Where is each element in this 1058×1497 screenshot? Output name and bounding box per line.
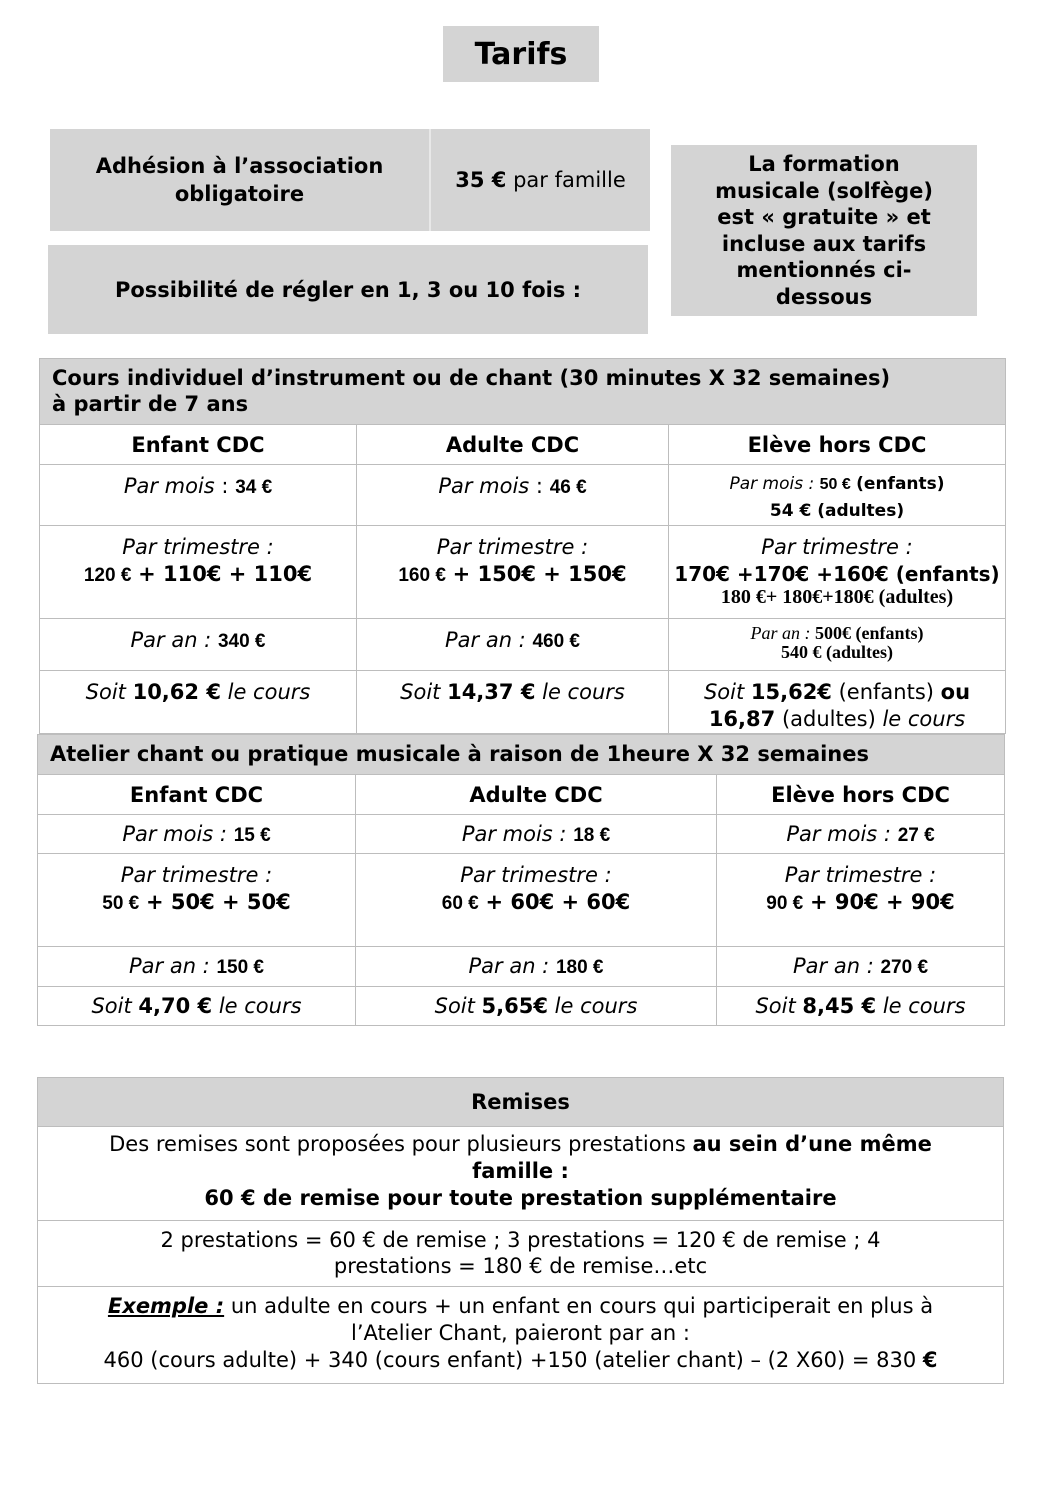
an-label: Par an : bbox=[444, 628, 526, 652]
mois-value: 27 € bbox=[897, 824, 935, 846]
atelier-soit-enfant bbox=[38, 987, 356, 1026]
soit-value: 10,62 € bbox=[132, 680, 221, 704]
mois-value: 46 € bbox=[549, 477, 587, 498]
adhesion-price-value: 35 € bbox=[455, 168, 507, 192]
atelier-soit-adulte bbox=[356, 987, 717, 1026]
formation-line: musicale (solfège) bbox=[715, 178, 933, 203]
remises-detail-line2: prestations = 180 € de remise…etc bbox=[333, 1254, 708, 1278]
individuel-header bbox=[40, 359, 1006, 425]
individuel-trimestre-enfant bbox=[40, 526, 357, 619]
soit-value: 8,45 € bbox=[802, 994, 877, 1018]
soit-label: Soit bbox=[400, 680, 441, 704]
atelier-soit-row bbox=[38, 987, 1005, 1026]
atelier-an-enfant bbox=[38, 947, 356, 987]
an-label: Par an : bbox=[130, 628, 212, 652]
soit-label: Soit bbox=[85, 680, 126, 704]
soit-enfants: (enfants) bbox=[838, 680, 934, 704]
remises-intro-row bbox=[38, 1127, 1004, 1221]
mois-enfants: (enfants) bbox=[856, 474, 945, 494]
individuel-columns-row bbox=[40, 425, 1006, 465]
mois-label: Par mois : bbox=[729, 474, 815, 494]
trimestre-label: Par trimestre : bbox=[460, 863, 612, 887]
mois-label: Par mois bbox=[123, 474, 215, 498]
atelier-trimestre-row bbox=[38, 854, 1005, 947]
atelier-soit-hors bbox=[717, 987, 1005, 1026]
individuel-trimestre-hors bbox=[669, 526, 1006, 619]
le-cours-label: le cours bbox=[227, 680, 311, 704]
exemple-euro: € bbox=[922, 1348, 938, 1372]
exemple-line3: 460 (cours adulte) + 340 (cours enfant) +150 (atelier chant) – (2 X60) = 830 bbox=[103, 1348, 917, 1372]
formation-line: mentionnés ci- bbox=[736, 258, 912, 282]
page-title: Tarifs bbox=[443, 26, 599, 82]
remises-table bbox=[37, 1077, 1004, 1384]
atelier-mois-row bbox=[38, 815, 1005, 854]
atelier-an-row bbox=[38, 947, 1005, 987]
atelier-trimestre-enfant bbox=[38, 854, 356, 947]
exemple-label: Exemple : bbox=[107, 1294, 225, 1318]
trimestre-label: Par trimestre : bbox=[436, 535, 589, 559]
individuel-mois-row bbox=[40, 465, 1006, 526]
trimestre-rest: + 150€ + 150€ bbox=[452, 562, 627, 586]
atelier-mois-adulte bbox=[356, 815, 717, 854]
adhesion-label bbox=[50, 129, 431, 231]
remises-header-row bbox=[38, 1078, 1004, 1127]
soit-value: 4,70 € bbox=[138, 994, 213, 1018]
reglement-box: Possibilité de régler en 1, 3 ou 10 fois : bbox=[48, 245, 648, 334]
remises-exemple-row bbox=[38, 1287, 1004, 1384]
soit-label: Soit bbox=[91, 994, 132, 1018]
soit-label: Soit bbox=[703, 680, 745, 704]
an-label: Par an : bbox=[128, 954, 210, 978]
column-header-enfant: Enfant CDC bbox=[40, 425, 357, 465]
individuel-header-line1: Cours individuel d’instrument ou de chant (30 minutes X 32 semaines) bbox=[52, 366, 891, 390]
individuel-header-line2: à partir de 7 ans bbox=[52, 392, 249, 416]
remises-header: Remises bbox=[38, 1078, 1004, 1127]
trimestre-label: Par trimestre : bbox=[784, 863, 937, 887]
remises-intro-bold: au sein d’une même famille : bbox=[472, 1132, 932, 1183]
an-value: 150 € bbox=[216, 957, 264, 978]
atelier-mois-enfant bbox=[38, 815, 356, 854]
exemple-text: un adulte en cours + un enfant en cours qui participerait en plus à bbox=[230, 1294, 934, 1318]
atelier-header: Atelier chant ou pratique musicale à raison de 1heure X 32 semaines bbox=[38, 735, 1005, 775]
trimestre-label: Par trimestre : bbox=[761, 535, 913, 559]
individuel-soit-hors bbox=[669, 671, 1006, 734]
an-hors-adultes: 540 € (adultes) bbox=[781, 642, 893, 662]
le-cours-label: le cours bbox=[554, 994, 638, 1018]
atelier-trimestre-hors bbox=[717, 854, 1005, 947]
soit-value: 16,87 bbox=[708, 707, 776, 731]
column-header-enfant: Enfant CDC bbox=[38, 775, 356, 815]
individuel-mois-enfant: Par mois : 34 € bbox=[40, 465, 357, 526]
individuel-an-enfant bbox=[40, 619, 357, 671]
trimestre-first: 60 € bbox=[441, 893, 479, 914]
soit-label: Soit bbox=[755, 994, 796, 1018]
adhesion-box bbox=[50, 129, 650, 231]
mois-label: Par mois : bbox=[122, 821, 227, 846]
trimestre-hors-adultes: 180 €+ 180€+180€ (adultes) bbox=[720, 586, 954, 608]
soit-adultes: (adultes) bbox=[781, 707, 876, 731]
atelier-trimestre-adulte bbox=[356, 854, 717, 947]
mois-label: Par mois : bbox=[461, 821, 567, 846]
formation-line: est « gratuite » et bbox=[717, 205, 931, 229]
remises-detail-row bbox=[38, 1221, 1004, 1287]
adhesion-price bbox=[431, 129, 650, 231]
adhesion-label-line2: obligatoire bbox=[174, 182, 305, 206]
le-cours-label: le cours bbox=[882, 994, 966, 1018]
soit-ou: ou bbox=[940, 680, 971, 704]
individuel-trimestre-adulte bbox=[357, 526, 669, 619]
remises-exemple bbox=[38, 1287, 1004, 1384]
soit-value: 14,37 € bbox=[447, 680, 536, 704]
individuel-an-adulte bbox=[357, 619, 669, 671]
individuel-mois-adulte: Par mois : 46 € bbox=[357, 465, 669, 526]
column-header-hors: Elève hors CDC bbox=[669, 425, 1006, 465]
individuel-soit-enfant bbox=[40, 671, 357, 734]
individuel-an-row bbox=[40, 619, 1006, 671]
atelier-table bbox=[37, 734, 1005, 1026]
trimestre-first: 160 € bbox=[398, 565, 446, 586]
trimestre-rest: + 60€ + 60€ bbox=[485, 890, 631, 914]
formation-box bbox=[671, 145, 977, 316]
individuel-soit-adulte bbox=[357, 671, 669, 734]
column-header-adulte: Adulte CDC bbox=[357, 425, 669, 465]
an-label: Par an : bbox=[468, 954, 550, 978]
le-cours-label: le cours bbox=[882, 707, 966, 731]
trimestre-rest: + 50€ + 50€ bbox=[145, 890, 291, 914]
trimestre-label: Par trimestre : bbox=[122, 535, 274, 559]
le-cours-label: le cours bbox=[542, 680, 625, 704]
individuel-table bbox=[39, 358, 1006, 734]
mois-label: Par mois bbox=[438, 474, 530, 498]
adhesion-price-suffix: par famille bbox=[513, 168, 626, 192]
adhesion-label-line1: Adhésion à l’association bbox=[95, 154, 384, 178]
individuel-trimestre-row bbox=[40, 526, 1006, 619]
an-hors-enfants: 500€ (enfants) bbox=[815, 623, 924, 643]
mois-label: Par mois : bbox=[786, 821, 891, 846]
remises-detail bbox=[38, 1221, 1004, 1287]
atelier-an-hors bbox=[717, 947, 1005, 987]
atelier-an-adulte bbox=[356, 947, 717, 987]
atelier-header-row bbox=[38, 735, 1005, 775]
atelier-mois-hors bbox=[717, 815, 1005, 854]
trimestre-first: 90 € bbox=[766, 893, 804, 914]
an-label: Par an : bbox=[750, 623, 811, 643]
individuel-mois-hors bbox=[669, 465, 1006, 526]
remises-intro-line3: 60 € de remise pour toute prestation supplémentaire bbox=[204, 1186, 837, 1210]
mois-adultes: 54 € (adultes) bbox=[769, 501, 905, 521]
an-label: Par an : bbox=[793, 954, 874, 978]
individuel-soit-row bbox=[40, 671, 1006, 734]
soit-value: 15,62€ bbox=[750, 680, 832, 704]
trimestre-rest: + 90€ + 90€ bbox=[809, 890, 955, 914]
mois-value: 15 € bbox=[233, 824, 271, 846]
formation-line: La formation bbox=[748, 152, 900, 176]
an-value: 340 € bbox=[217, 631, 266, 652]
individuel-header-row bbox=[40, 359, 1006, 425]
column-header-hors: Elève hors CDC bbox=[717, 775, 1005, 815]
an-value: 180 € bbox=[555, 957, 604, 978]
soit-label: Soit bbox=[434, 994, 475, 1018]
formation-line: incluse aux tarifs bbox=[721, 231, 927, 256]
individuel-an-hors bbox=[669, 619, 1006, 671]
trimestre-first: 120 € bbox=[83, 565, 132, 586]
remises-intro-normal: Des remises sont proposées pour plusieurs prestations bbox=[109, 1132, 686, 1156]
soit-value: 5,65€ bbox=[481, 994, 548, 1018]
trimestre-label: Par trimestre : bbox=[120, 863, 273, 887]
column-header-adulte: Adulte CDC bbox=[356, 775, 717, 815]
an-value: 270 € bbox=[880, 957, 929, 978]
exemple-line2: l’Atelier Chant, paieront par an : bbox=[351, 1321, 690, 1345]
atelier-columns-row bbox=[38, 775, 1005, 815]
trimestre-rest: + 110€ + 110€ bbox=[138, 562, 313, 586]
remises-detail-line1: 2 prestations = 60 € de remise ; 3 prestations = 120 € de remise ; 4 bbox=[160, 1228, 881, 1252]
mois-value: 50 € bbox=[819, 476, 851, 493]
trimestre-hors-enfants: 170€ +170€ +160€ (enfants) bbox=[674, 562, 1000, 586]
mois-value: 18 € bbox=[573, 824, 611, 846]
remises-intro bbox=[38, 1127, 1004, 1221]
an-value: 460 € bbox=[532, 631, 580, 652]
le-cours-label: le cours bbox=[218, 994, 302, 1018]
formation-line: dessous bbox=[775, 284, 873, 309]
trimestre-first: 50 € bbox=[102, 893, 140, 914]
mois-value: 34 € bbox=[235, 477, 273, 498]
